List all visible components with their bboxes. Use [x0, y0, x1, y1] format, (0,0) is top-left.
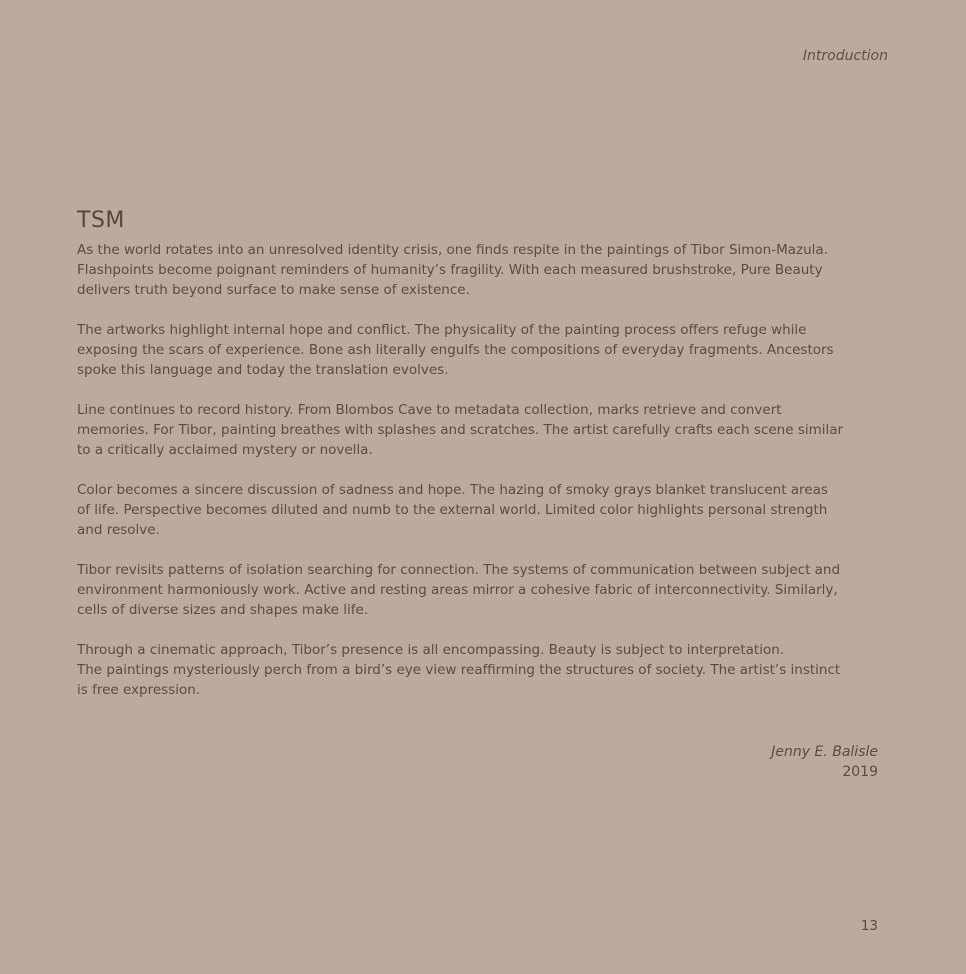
paragraph: The artworks highlight internal hope and conflict. The physicality of the painting process offers refuge while exposing the scars of experience. Bone ash literally engulfs the compositions of everyday fragments. Ancestors spoke this language and today the translation evolves. [77, 322, 834, 378]
paragraph: Through a cinematic approach, Tibor’s presence is all encompassing. Beauty is subject to interpretation. The paintings mysteriously perch from a bird’s eye view reaffirming the structures of society. The artist’s instinct is free expression. [77, 642, 841, 698]
paragraph: Color becomes a sincere discussion of sadness and hope. The hazing of smoky grays blanket translucent areas of life. Perspective becomes diluted and numb to the external world. Limited color highlights personal strength and resolve. [77, 482, 828, 538]
section-header: Introduction [802, 48, 888, 64]
author-name: Jenny E. Balisle [771, 744, 878, 760]
article-body [77, 206, 889, 720]
signature-block [771, 742, 878, 782]
page-number: 13 [860, 918, 878, 934]
article-title: TSM [77, 208, 125, 233]
paragraph: Line continues to record history. From Blombos Cave to metadata collection, marks retrieve and convert memories. For Tibor, painting breathes with splashes and scratches. The artist carefully crafts each scene similar to a critically acclaimed mystery or novella. [77, 402, 844, 458]
paragraph: As the world rotates into an unresolved identity crisis, one finds respite in the paintings of Tibor Simon-Mazula. Flashpoints become poignant reminders of humanity’s fragility. With each measured brushstroke, Pure Beauty delivers truth beyond surface to make sense of existence. [77, 242, 828, 298]
paragraph: Tibor revisits patterns of isolation searching for connection. The systems of communication between subject and environment harmoniously work. Active and resting areas mirror a cohesive fabric of interconnectivity. Similarly, cells of diverse sizes and shapes make life. [77, 562, 841, 618]
publication-year: 2019 [842, 764, 878, 780]
